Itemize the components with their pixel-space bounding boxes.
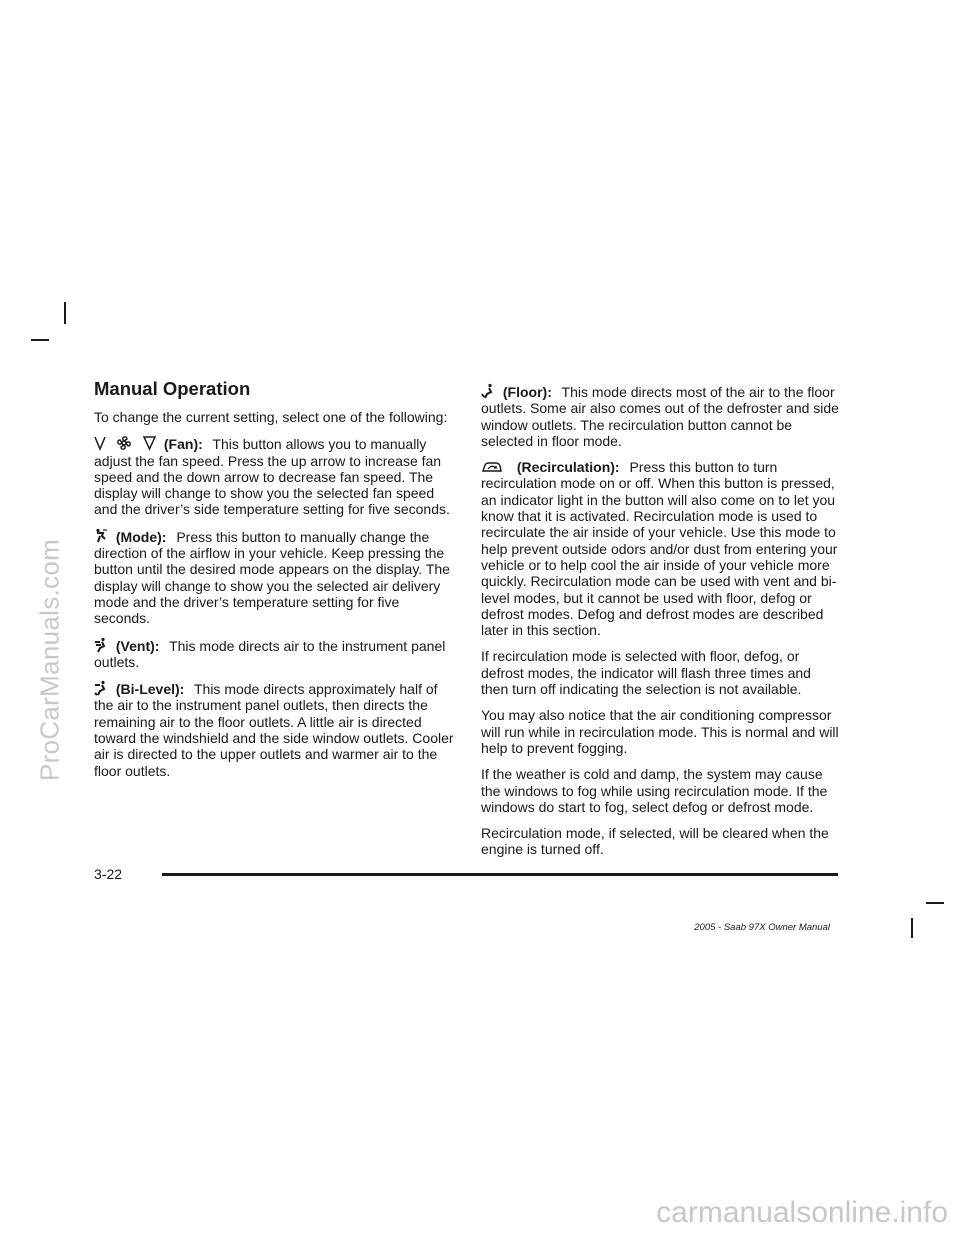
section-heading: Manual Operation: [94, 378, 251, 399]
vent-label: (Vent):: [115, 637, 160, 654]
recirculation-icon: [481, 460, 503, 474]
recirculation-item: [481, 459, 841, 638]
recirc-paragraph-2: You may also notice that the air conditioning compressor will run while in recirculation mode. This is normal and will help to prevent fogging.: [481, 707, 839, 756]
recirculation-text: Press this button to turn recirculation mode on or off. When this button is pressed, an indicator light in the button will also come on to let you know that it is activated. Recirculation mode is used to recirculate the air inside of your vehicle. Use this mode to help prevent outside odors and/or dust from entering your vehicle or to help cool the air inside of your vehicle more quickly. Recirculation mode can be used with vent and bi-level modes, but it cannot be used with floor, defog or defrost modes. Defog and defrost modes are described later in this section.: [481, 459, 838, 639]
right-column: [481, 383, 841, 868]
footer-text: 2005 - Saab 97X Owner Manual: [694, 922, 830, 933]
left-column: [94, 378, 454, 789]
crop-mark: [911, 918, 913, 938]
recirc-paragraph-1: If recirculation mode is selected with floor, defog, or defrost modes, the indicator will flash three times and then turn off indicating the selection is not available.: [481, 648, 811, 698]
fan-text: This button allows you to manually adjust the fan speed. Press the up arrow to increase fan speed and the down arrow to decrease fan speed. The display will change to show you the selected fan speed and the driver’s side temperature setting for five seconds.: [94, 436, 450, 518]
watermark-bottom: carmanualsonline.info: [656, 1196, 948, 1229]
vent-text: This mode directs air to the instrument panel outlets.: [94, 637, 446, 670]
floor-text: This mode directs most of the air to the floor outlets. Some air also comes out of the defroster and side window outlets. The recirculation button cannot be selected in floor mode.: [481, 384, 839, 449]
footer-rule: [162, 873, 838, 876]
watermark-vertical: ProCarManuals.com: [34, 538, 65, 782]
recirculation-label: (Recirculation):: [516, 459, 620, 476]
floor-label: (Floor):: [502, 384, 552, 400]
bi-level-icon: [94, 680, 108, 696]
bi-level-text: This mode directs approximately half of the air to the instrument panel outlets, then directs the remaining air to the floor outlets. A little air is directed toward the windshield and the side window outlets. Cooler air is directed to the upper outlets and warmer air to the floor outlets.: [94, 681, 454, 779]
vent-item: [94, 637, 454, 671]
recirc-paragraph-3: If the weather is cold and damp, the system may cause the windows to fog while using recirculation mode. If the windows do start to fog, select defog or defrost mode.: [481, 766, 828, 815]
bi-level-item: [94, 680, 454, 779]
floor-icon: [481, 383, 495, 399]
floor-item: [481, 383, 841, 449]
recirc-paragraph-4: Recirculation mode, if selected, will be cleared when the engine is turned off.: [481, 825, 829, 858]
fan-label: (Fan):: [163, 436, 203, 453]
bi-level-label: (Bi-Level):: [115, 681, 185, 698]
crop-mark: [64, 302, 66, 324]
mode-label: (Mode):: [115, 528, 167, 545]
crop-mark: [31, 339, 49, 341]
page-number: 3-22: [94, 866, 123, 882]
fan-up-down-icon: [94, 435, 156, 451]
fan-item: [94, 435, 454, 517]
crop-mark: [926, 902, 944, 904]
mode-item: [94, 528, 454, 627]
vent-icon: [94, 637, 108, 653]
mode-text: Press this button to manually change the direction of the airflow in your vehicle. Keep pressing the button until the desired mode appears on the display. The display will change to show you the selected air delivery mode and the driver’s temperature setting for five seconds.: [94, 528, 450, 627]
intro-paragraph: To change the current setting, select one of the following:: [94, 409, 448, 425]
mode-icon: [94, 528, 108, 544]
